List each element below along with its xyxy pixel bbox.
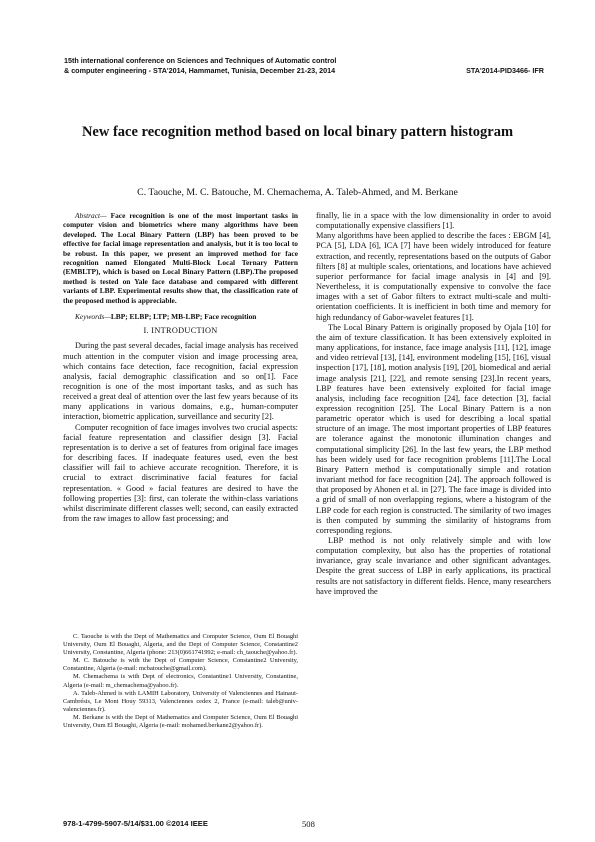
right-column — [316, 211, 551, 597]
footnote: M. Berkane is with the Dept of Mathematics and Computer Science, Oum El Bouaghi University, Oum El Bouaghi, Algeria (e-mail: mohamed.berkane2@yahoo.fr). — [63, 713, 298, 730]
keywords — [63, 312, 298, 322]
body-paragraph: Computer recognition of face images involves two crucial aspects: facial feature representation and classifier design [3]. Facial representation is to derive a set of features from original face images for describing faces. If inadequate features used, even the best classifier will fail to achieve accurate recognition. Therefore, it is crucial to extract discriminative facial features for facial representation. « Good » facial features are desired to have the following properties [3]: first, can tolerate the within-class variations whilst discriminate different classes well; second, can easily extracted from the raw images to allow fast processing; and — [63, 422, 298, 524]
keywords-lead: Keywords— — [75, 312, 111, 322]
conference-header — [64, 56, 544, 75]
footnote: M. Chemachema is with Dept of electronics, Constantine1 University, Constantine, Algeria (e-mail: m_chemachema@yahoo.fr). — [63, 673, 298, 689]
header-line-1: 15th international conference on Sciences and Techniques of Automatic control — [64, 56, 337, 65]
left-column — [63, 211, 298, 524]
paper-id: STA'2014-PID3466- IFR — [466, 65, 544, 75]
body-paragraph: finally, lie in a space with the low dimensionality in order to avoid computationally expensive classifiers [1]. — [316, 211, 551, 231]
footnote: M. C. Batouche is with the Dept of Computer Science, Constantine2 University, Constantine, Algeria (e-mail: mcbatouche@gmail.com). — [63, 657, 298, 673]
author-footnotes — [63, 633, 298, 730]
abstract-lead: Abstract— — [75, 211, 107, 220]
paper-title: New face recognition method based on local binary pattern histogram — [81, 124, 514, 140]
body-paragraph: During the past several decades, facial image analysis has received much attention in the computer vision and image processing area, which contains face detection, face recognition, facial expression analysis, facial demographic classification and so on[1]. Face recognition is one of the most important tasks, and as such has received a great deal of attention over the last few years because of its many applications in various domains, e.g., human-computer interaction, biometric application, surveillance and security [2]. — [63, 341, 298, 422]
footnote: A. Taleb-Ahmed is with LAMIH Laboratory, University of Valenciennes and Hainaut-Cambrésis, Le Mont Houy 59313, Valenciennes cedex 2, France (e-mail: taleb@univ-valenciennes.fr). — [63, 689, 298, 713]
footnote: C. Taouche is with the Dept of Mathematics and Computer Science, Oum El Bouaghi University, Oum El Bouaghi, Algeria, and the Dept of Computer Science, Constantine2 University, Constantine, Algeria (phone: 213(0)661741992; e-mail: ch_taouche@yahoo.fr). — [63, 633, 298, 657]
abstract — [63, 211, 298, 305]
body-paragraph: LBP method is not only relatively simple and with low computation complexity, but also has the properties of rotational invariance, gray scale invariance and other significant advantages. Despite the great success of LBP in early applications, its practical results are not satisfactory in different fields. Hence, many researchers have improved the — [316, 536, 551, 596]
body-paragraph: The Local Binary Pattern is originally proposed by Ojala [10] for the aim of texture classification. It has been extensively exploited in many applications, for instance, face image analysis [11], [12], image and video retrieval [13], [14], environment modeling [15], [16], visual inspection [17], [18], motion analysis [19], [20], biomedical and aerial image analysis [21], [22], and remote sensing [23].In recent years, LBP features have been extensively exploited for facial image analysis, including face recognition [24], face detection [3], facial expression recognition [25]. The Local Binary Pattern is a non parametric operator which is used for describing a local spatial structure of an image. The most important properties of LBP features are tolerance against the monotonic illumination changes and computational simplicity [26]. In the last few years, the LBP method has been widely used for face recognition problems [11].The Local Binary Pattern method is computationally simple and rotation invariant method for face recognition [24]. The approach followed is that proposed by Ahonen et al. in [27]. The face image is divided into a grid of small of non overlapping regions, where a histogram of the LBP code for each region is constructed. The similarity of two images is then computed by summing the similarity of histograms from corresponding regions. — [316, 322, 551, 535]
section-heading-introduction: I. INTRODUCTION — [143, 326, 218, 336]
abstract-text: Face recognition is one of the most important tasks in computer vision and biometrics where many algorithms have been developed. The Local Binary Pattern (LBP) has been proved to be effective for facial image representation and analysis, but it is too local to be robust. In this paper, we present an improved method for face recognition named Elongated Multi-Block Local Ternary Pattern (EMBLTP), which is based on Local Binary Pattern (LBP).The proposed method is tested on Yale face database and compared with different variants of LBP. Experimental results show that, the classification rate of the proposed method is appreciable. — [63, 211, 298, 305]
author-list: C. Taouche, M. C. Batouche, M. Chemachema, A. Taleb-Ahmed, and M. Berkane — [137, 187, 458, 198]
body-paragraph: Many algorithms have been applied to describe the faces : EBGM [4], PCA [5], LDA [6], ICA [7] have been widely introduced for feature extraction, and recently, representations based on the outputs of Gabor filters [8] at multiple scales, orientations, and locations have achieved superior performance for facial image analysis in [4] and [9]. Nevertheless, it is computationally expensive to convolve the face images with a set of Gabor filters to extract multi-scale and multi-orientation coefficients. It is inefficient in both time and memory for high redundancy of Gabor-wavelet features [1]. — [316, 231, 551, 322]
keywords-text: LBP; ELBP; LTP; MB-LBP; Face recognition — [110, 312, 257, 322]
isbn-copyright: 978-1-4799-5907-5/14/$31.00 ©2014 IEEE — [63, 819, 208, 828]
page-number: 508 — [302, 819, 315, 829]
header-line-2: & computer engineering - STA'2014, Hammamet, Tunisia, December 21-23, 2014 — [64, 65, 336, 75]
